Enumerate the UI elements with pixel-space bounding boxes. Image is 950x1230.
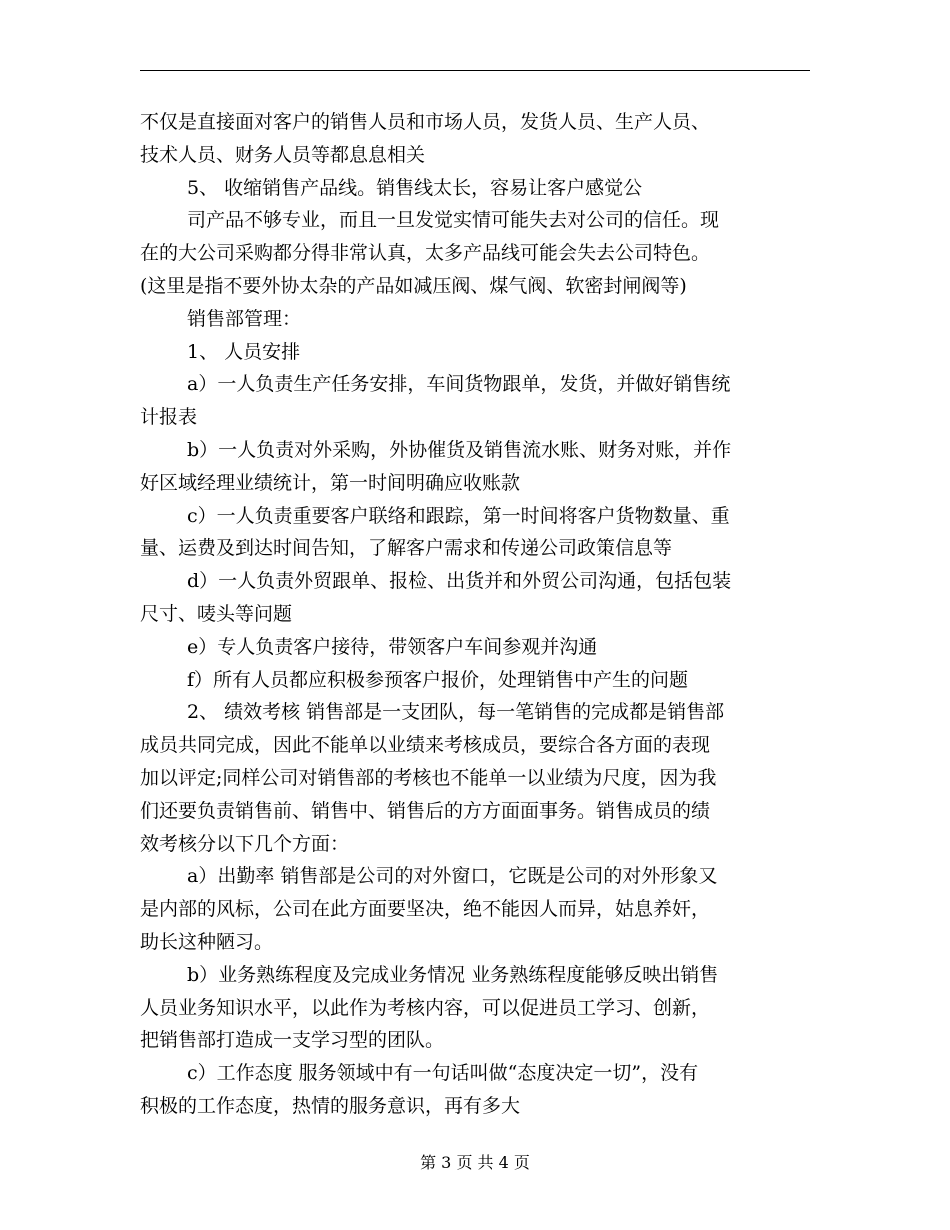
text-line: 们还要负责销售前、销售中、销售后的方方面面事务。销售成员的绩 bbox=[140, 799, 711, 822]
text-line: f）所有人员都应积极参预客户报价，处理销售中产生的问题 bbox=[187, 668, 689, 691]
text-line: c）工作态度 服务领域中有一句话叫做“态度决定一切”，没有 bbox=[187, 1062, 699, 1085]
text-line: 加以评定;同样公司对销售部的考核也不能单一以业绩为尺度，因为我 bbox=[140, 766, 717, 789]
page-number: 第 3 页 共 4 页 bbox=[420, 1153, 530, 1172]
text-line: b）一人负责对外采购，外协催货及销售流水账、财务对账，并作 bbox=[187, 438, 732, 461]
document-body bbox=[140, 106, 810, 1123]
text-line: 不仅是直接面对客户的销售人员和市场人员，发货人员、生产人员、 bbox=[140, 111, 711, 133]
text-line: e）专人负责客户接待，带领客户车间参观并沟通 bbox=[187, 635, 598, 658]
text-line: a）出勤率 销售部是公司的对外窗口，它既是公司的对外形象又 bbox=[187, 865, 718, 888]
text-line: 司产品不够专业，而且一旦发觉实情可能失去对公司的信任。现 bbox=[187, 209, 720, 232]
text-line: 把销售部打造成一支学习型的团队。 bbox=[140, 1029, 445, 1052]
subsection-heading: 2、 绩效考核 销售部是一支团队，每一笔销售的完成都是销售部 bbox=[187, 701, 725, 724]
text-line: 5、 收缩销售产品线。销售线太长，容易让客户感觉公 bbox=[187, 176, 643, 199]
section-heading: 销售部管理： bbox=[187, 307, 302, 330]
text-line: 积极的工作态度，热情的服务意识，再有多大 bbox=[140, 1094, 521, 1117]
text-line: 好区域经理业绩统计，第一时间明确应收账款 bbox=[140, 471, 521, 494]
text-line: b）业务熟练程度及完成业务情况 业务熟练程度能够反映出销售 bbox=[187, 963, 719, 986]
text-line: 人员业务知识水平，以此作为考核内容，可以促进员工学习、创新， bbox=[140, 996, 711, 1019]
text-line: 技术人员、财务人员等都息息相关 bbox=[140, 143, 426, 166]
text-line: (这里是指不要外协太杂的产品如减压阀、煤气阀、软密封闸阀等) bbox=[140, 274, 687, 297]
text-line: 量、运费及到达时间告知，了解客户需求和传递公司政策信息等 bbox=[140, 537, 673, 560]
text-line: d）一人负责外贸跟单、报检、出货并和外贸公司沟通，包括包装 bbox=[187, 570, 732, 593]
subsection-heading: 1、 人员安排 bbox=[187, 340, 301, 363]
text-line: 在的大公司采购都分得非常认真，太多产品线可能会失去公司特色。 bbox=[140, 242, 711, 265]
text-line: 计报表 bbox=[140, 406, 198, 429]
text-line: 助长这种陋习。 bbox=[140, 930, 274, 953]
text-line: 成员共同完成，因此不能单以业绩来考核成员，要综合各方面的表现 bbox=[140, 734, 711, 757]
header-rule bbox=[140, 70, 810, 71]
text-line: 是内部的风标，公司在此方面要坚决，绝不能因人而异，姑息养奸， bbox=[140, 898, 711, 921]
text-line: a）一人负责生产任务安排，车间货物跟单，发货，并做好销售统 bbox=[187, 373, 731, 396]
text-line: 效考核分以下几个方面： bbox=[140, 832, 350, 855]
text-line: c）一人负责重要客户联络和跟踪，第一时间将客户货物数量、重 bbox=[187, 504, 730, 527]
text-line: 尺寸、唛头等问题 bbox=[140, 602, 293, 625]
